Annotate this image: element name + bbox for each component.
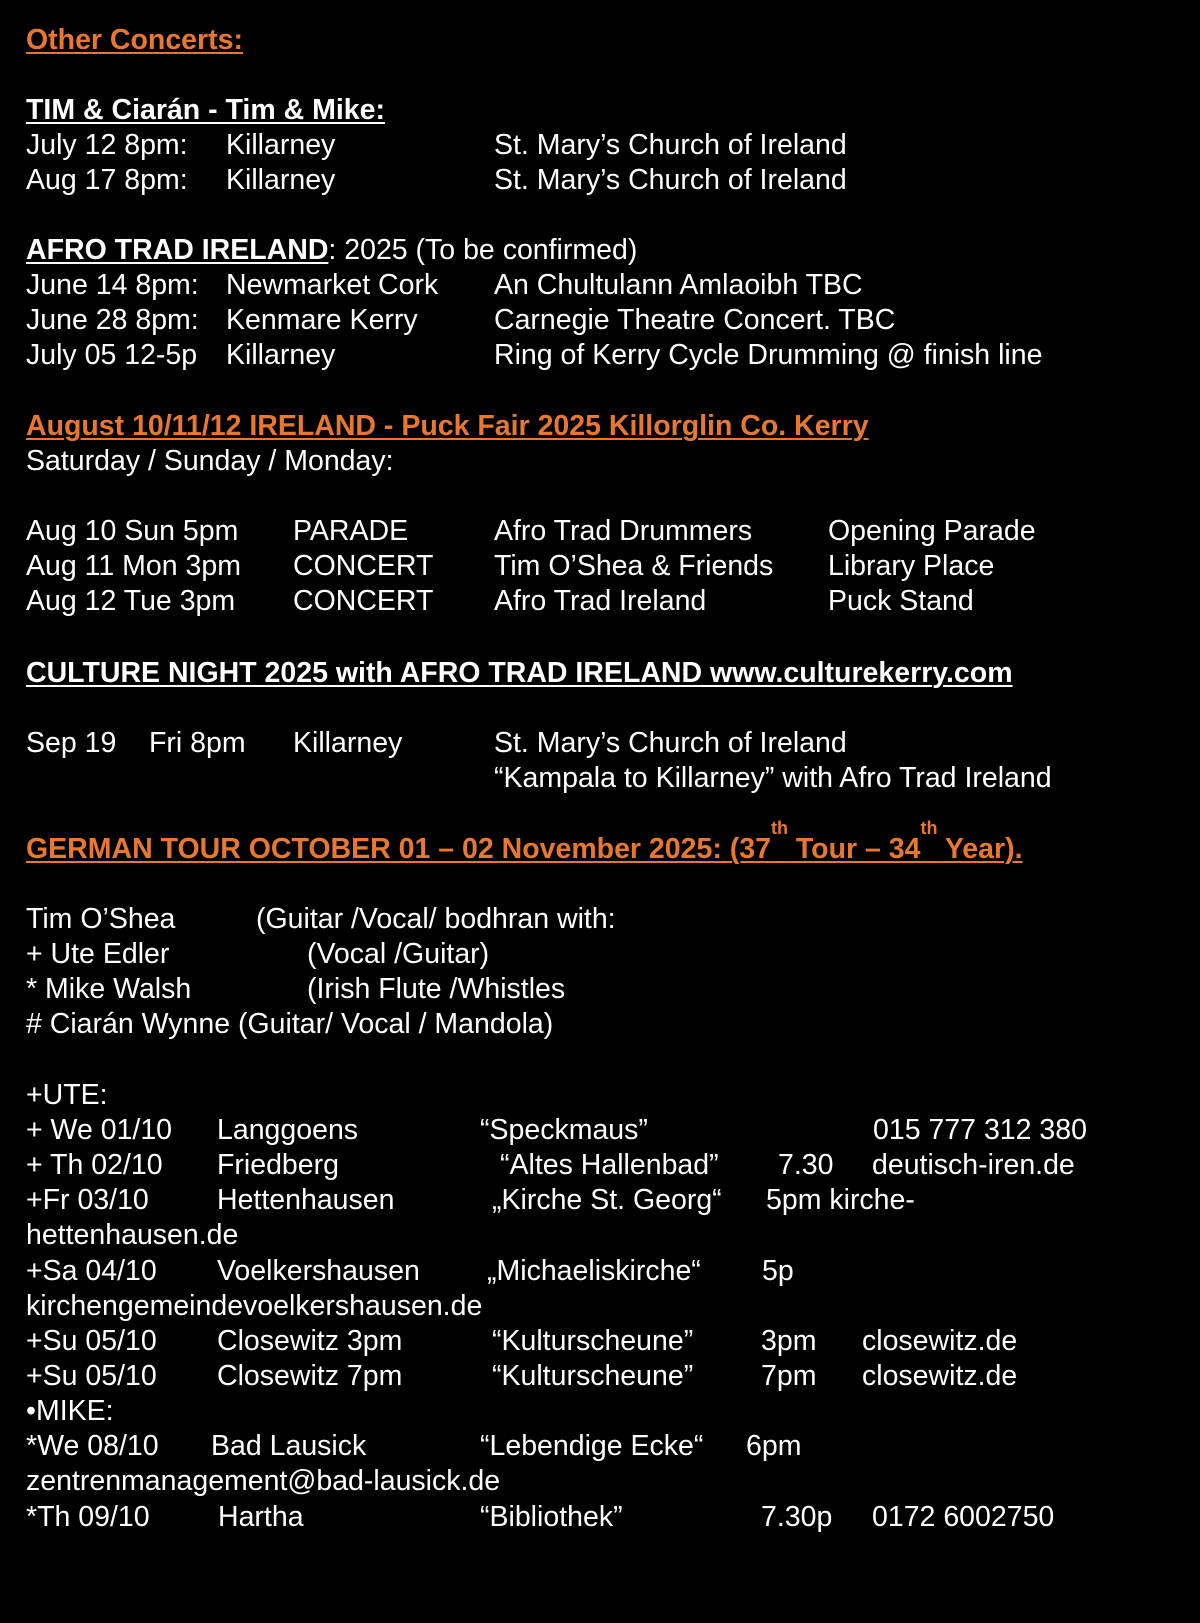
tour-contact: 0172 6002750 [872, 1501, 1055, 1533]
german-tour-title-b: Tour – 34 [787, 833, 921, 865]
tour-contact: closewitz.de [862, 1360, 1018, 1392]
tour-venue: „Michaeliskirche“ [487, 1255, 701, 1287]
german-tour-sup-a: th [770, 818, 788, 838]
event-place: Newmarket Cork [226, 269, 439, 301]
event-row [0, 725, 1200, 761]
event-place: Killarney [226, 339, 336, 371]
tour-date-row [0, 1112, 1200, 1148]
tour-date-wrap [0, 1463, 1200, 1499]
event-date: July 05 12-5p [26, 339, 198, 371]
tour-date-row [0, 1253, 1200, 1289]
tour-contact: hettenhausen.de [26, 1219, 239, 1251]
event-type: CONCERT [293, 550, 434, 582]
tour-venue: “Lebendige Ecke“ [480, 1430, 704, 1462]
event-date: Aug 17 8pm: [26, 164, 188, 196]
section-title-line [0, 408, 1200, 444]
event-type: CONCERT [293, 585, 434, 617]
tour-venue: „Kirche St. Georg“ [492, 1184, 722, 1216]
tour-time: 7pm [761, 1360, 817, 1392]
event-place: Killarney [226, 164, 336, 196]
event-date: Aug 10 Sun 5pm [26, 515, 239, 547]
tour-contact: 015 777 312 380 [873, 1114, 1087, 1146]
event-type: PARADE [293, 515, 409, 547]
event-venue: Ring of Kerry Cycle Drumming @ finish line [494, 339, 1043, 371]
tour-contact: zentrenmanagement@bad-lausick.de [26, 1465, 501, 1497]
tour-venue: “Altes Hallenbad” [500, 1149, 719, 1181]
tour-city: Bad Lausick [211, 1430, 367, 1462]
event-date: June 28 8pm: [26, 304, 199, 336]
afro-trad-title-group [26, 232, 637, 268]
tour-time: 6pm [746, 1430, 802, 1462]
puck-fair-days: Saturday / Sunday / Monday: [26, 445, 394, 477]
event-row [0, 337, 1200, 373]
event-row [0, 302, 1200, 338]
tour-venue: “Kulturscheune” [492, 1360, 694, 1392]
event-date: July 12 8pm: [26, 129, 188, 161]
page-heading: Other Concerts: [26, 24, 243, 56]
event-row [0, 583, 1200, 619]
tour-city: Hartha [218, 1501, 304, 1533]
tour-contact: kirchengemeindevoelkershausen.de [26, 1290, 483, 1322]
lineup-row [0, 936, 1200, 972]
tour-time: 7.30 [778, 1149, 834, 1181]
lineup-role: (Irish Flute /Whistles [307, 973, 566, 1005]
event-row [0, 548, 1200, 584]
section-title-line [0, 232, 1200, 268]
tour-date-row [0, 1499, 1200, 1535]
tour-city: Closewitz 7pm [217, 1360, 403, 1392]
lineup-row [0, 901, 1200, 937]
afro-trad-subtitle: : 2025 (To be confirmed) [328, 234, 638, 266]
mike-label-line [0, 1393, 1200, 1429]
page-heading-line [0, 22, 1200, 58]
event-row [0, 760, 1200, 796]
tour-venue: “Kulturscheune” [492, 1325, 694, 1357]
tour-date: +Fr 03/10 [26, 1184, 149, 1216]
event-place: Killarney [293, 727, 403, 759]
lineup-name: * Mike Walsh [26, 973, 192, 1005]
german-tour-title-a: GERMAN TOUR OCTOBER 01 – 02 November 2025: (37 [26, 833, 771, 865]
tour-date: + Th 02/10 [26, 1149, 163, 1181]
tour-contact: closewitz.de [862, 1325, 1018, 1357]
german-tour-title [26, 818, 1023, 867]
lineup-row [0, 1006, 1200, 1042]
tour-contact: deutisch-iren.de [872, 1149, 1075, 1181]
event-venue: St. Mary’s Church of Ireland [494, 164, 847, 196]
event-venue: St. Mary’s Church of Ireland [494, 129, 847, 161]
event-place: Killarney [226, 129, 336, 161]
event-act: Tim O’Shea & Friends [494, 550, 774, 582]
event-row [0, 513, 1200, 549]
event-row [0, 127, 1200, 163]
tour-date-row [0, 1323, 1200, 1359]
event-show: “Kampala to Killarney” with Afro Trad Ireland [494, 762, 1052, 794]
tour-city: Langgoens [217, 1114, 359, 1146]
mike-label: •MIKE: [26, 1395, 114, 1427]
event-place: Puck Stand [828, 585, 974, 617]
event-row [0, 267, 1200, 303]
afro-trad-title: AFRO TRAD IRELAND [26, 234, 329, 266]
lineup-name: Tim O’Shea [26, 903, 176, 935]
event-date: June 14 8pm: [26, 269, 199, 301]
lineup-role: (Guitar /Vocal/ bodhran with: [256, 903, 616, 935]
event-date: Sep 19 [26, 727, 117, 759]
event-venue: St. Mary’s Church of Ireland [494, 727, 847, 759]
tour-date-row [0, 1147, 1200, 1183]
ute-label: +UTE: [26, 1079, 108, 1111]
lineup-row [0, 971, 1200, 1007]
tour-date: +Su 05/10 [26, 1325, 157, 1357]
ute-label-line [0, 1077, 1200, 1113]
section-title-line [0, 92, 1200, 128]
section-title-line [0, 655, 1200, 691]
german-tour-sup-b: th [920, 818, 938, 838]
lineup-name: # Ciarán Wynne (Guitar/ Vocal / Mandola) [26, 1008, 554, 1040]
lineup-role: (Vocal /Guitar) [307, 938, 490, 970]
tour-venue: “Bibliothek” [480, 1501, 623, 1533]
event-act: Afro Trad Ireland [494, 585, 707, 617]
event-place: Library Place [828, 550, 995, 582]
puck-fair-title: August 10/11/12 IRELAND - Puck Fair 2025 Killorglin Co. Kerry [26, 410, 869, 442]
tour-date: + We 01/10 [26, 1114, 173, 1146]
tour-city: Friedberg [217, 1149, 339, 1181]
puck-fair-days-line [0, 443, 1200, 479]
tour-city: Voelkershausen [217, 1255, 420, 1287]
tour-date: +Sa 04/10 [26, 1255, 157, 1287]
section-title-line [0, 818, 1200, 867]
event-date: Aug 12 Tue 3pm [26, 585, 236, 617]
tour-date: *Th 09/10 [26, 1501, 150, 1533]
tour-city: Closewitz 3pm [217, 1325, 403, 1357]
lineup-name: + Ute Edler [26, 938, 170, 970]
tour-date-row [0, 1358, 1200, 1394]
tour-venue: “Speckmaus” [480, 1114, 648, 1146]
event-venue: Carnegie Theatre Concert. TBC [494, 304, 896, 336]
tour-time: 3pm [761, 1325, 817, 1357]
tour-date-wrap [0, 1217, 1200, 1253]
tour-date-wrap [0, 1288, 1200, 1324]
event-venue: An Chultulann Amlaoibh TBC [494, 269, 863, 301]
event-place: Opening Parade [828, 515, 1036, 547]
tour-time: 5pm kirche- [766, 1184, 915, 1216]
event-date: Aug 11 Mon 3pm [26, 550, 241, 582]
tour-date-row [0, 1428, 1200, 1464]
german-tour-title-c: Year). [937, 833, 1023, 865]
tour-time: 7.30p [761, 1501, 833, 1533]
tour-date: *We 08/10 [26, 1430, 159, 1462]
tour-city: Hettenhausen [217, 1184, 395, 1216]
tour-date-row [0, 1182, 1200, 1218]
tour-time: 5p [762, 1255, 794, 1287]
tour-date: +Su 05/10 [26, 1360, 157, 1392]
event-day: Fri 8pm [149, 727, 246, 759]
event-row [0, 162, 1200, 198]
culture-night-title: CULTURE NIGHT 2025 with AFRO TRAD IRELAND www.culturekerry.com [26, 657, 1013, 689]
event-act: Afro Trad Drummers [494, 515, 753, 547]
tim-ciaran-title: TIM & Ciarán - Tim & Mike: [26, 94, 385, 126]
event-place: Kenmare Kerry [226, 304, 418, 336]
